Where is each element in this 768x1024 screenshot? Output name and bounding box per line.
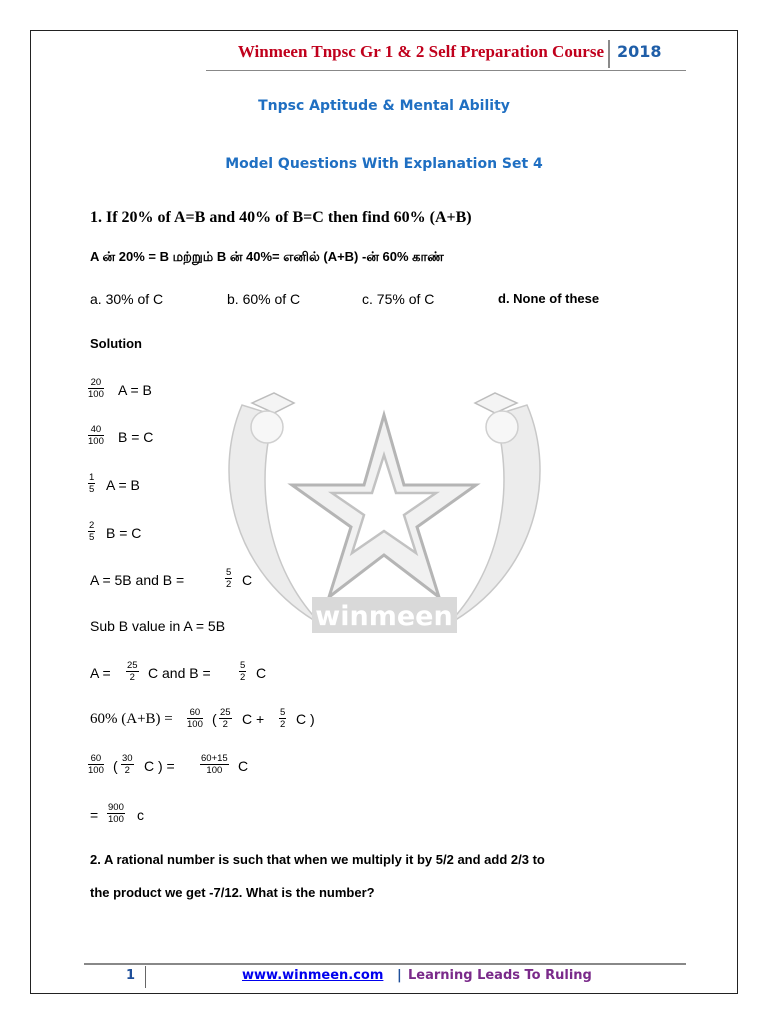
solution-line-3: A = B: [106, 477, 140, 493]
header-divider: [608, 40, 610, 68]
solution-line-1: A = B: [118, 382, 152, 398]
winmeen-logo-watermark: [212, 385, 557, 640]
solution-line-8: 60% (A+B) =: [90, 711, 173, 727]
option-a: a. 30% of C: [90, 291, 164, 307]
fraction-5-2-c: 5 2: [280, 707, 286, 730]
solution-line-4: B = C: [106, 525, 142, 541]
question-2-line-1: 2. A rational number is such that when we multiply it by 5/2 and add 2/3 to: [90, 852, 545, 867]
solution-line-9-paren: (: [113, 758, 118, 774]
page-number: 1: [126, 968, 136, 983]
question-2-line-2: the product we get -7/12. What is the number?: [90, 885, 375, 900]
option-d: d. None of these: [498, 291, 600, 306]
fraction-25-2: 25 2: [127, 660, 138, 683]
fraction-900-100: 900 100: [108, 802, 124, 825]
solution-line-8-end: C ): [296, 711, 315, 727]
fraction-20-100: 20 100: [88, 377, 104, 400]
fraction-5-2-b: 5 2: [240, 660, 246, 683]
solution-line-5-c: C: [242, 572, 253, 588]
watermark-text: winmeen: [315, 601, 453, 632]
header-rule: [206, 70, 686, 71]
sub-heading: Model Questions With Explanation Set 4: [225, 156, 543, 172]
fraction-2-5: 2 5: [89, 520, 95, 543]
website-link[interactable]: www.winmeen.com: [242, 968, 384, 983]
question-1-tamil: A ன் 20% = B மற்றும் B ன் 40%= எனில் (A+B) -ன் 60% காண்: [90, 249, 444, 264]
fraction-25-2-b: 25 2: [220, 707, 231, 730]
option-b: b. 60% of C: [227, 291, 301, 307]
fraction-5-2: 5 2: [226, 567, 232, 590]
footer-divider: [145, 966, 146, 988]
main-heading: Tnpsc Aptitude & Mental Ability: [258, 98, 510, 114]
page-header: [0, 40, 768, 68]
solution-line-10-c: c: [137, 807, 144, 823]
fraction-40-100: 40 100: [88, 424, 104, 447]
footer-rule: [84, 963, 686, 965]
solution-line-5: A = 5B and B =: [90, 572, 185, 588]
solution-line-2: B = C: [118, 429, 154, 445]
page-footer: [0, 968, 768, 990]
fraction-60plus15-100: 60+15 100: [201, 753, 228, 776]
solution-label: Solution: [90, 336, 142, 351]
solution-line-6: Sub B value in A = 5B: [90, 618, 226, 634]
fraction-1-5: 1 5: [89, 472, 95, 495]
header-title: Winmeen Tnpsc Gr 1 & 2 Self Preparation Course: [237, 42, 604, 61]
solution-line-7-c: C: [256, 665, 267, 681]
fraction-60-100: 60 100: [187, 707, 203, 730]
solution-line-8-mid: C +: [242, 711, 265, 727]
question-1-text: 1. If 20% of A=B and 40% of B=C then find 60% (A+B): [90, 209, 472, 226]
header-year: 2018: [617, 42, 662, 61]
footer-tagline: Learning Leads To Ruling: [408, 968, 592, 983]
option-c: c. 75% of C: [362, 291, 435, 307]
solution-line-7: A =: [90, 665, 111, 681]
solution-line-9-c: C: [238, 758, 249, 774]
solution-line-7-mid: C and B =: [148, 665, 211, 681]
solution-line-9: C ) =: [144, 758, 175, 774]
solution-line-10: =: [90, 807, 99, 823]
footer-separator: |: [397, 968, 402, 983]
solution-line-8-paren: (: [212, 711, 217, 727]
fraction-30-2: 30 2: [122, 753, 133, 776]
fraction-60-100-b: 60 100: [88, 753, 104, 776]
